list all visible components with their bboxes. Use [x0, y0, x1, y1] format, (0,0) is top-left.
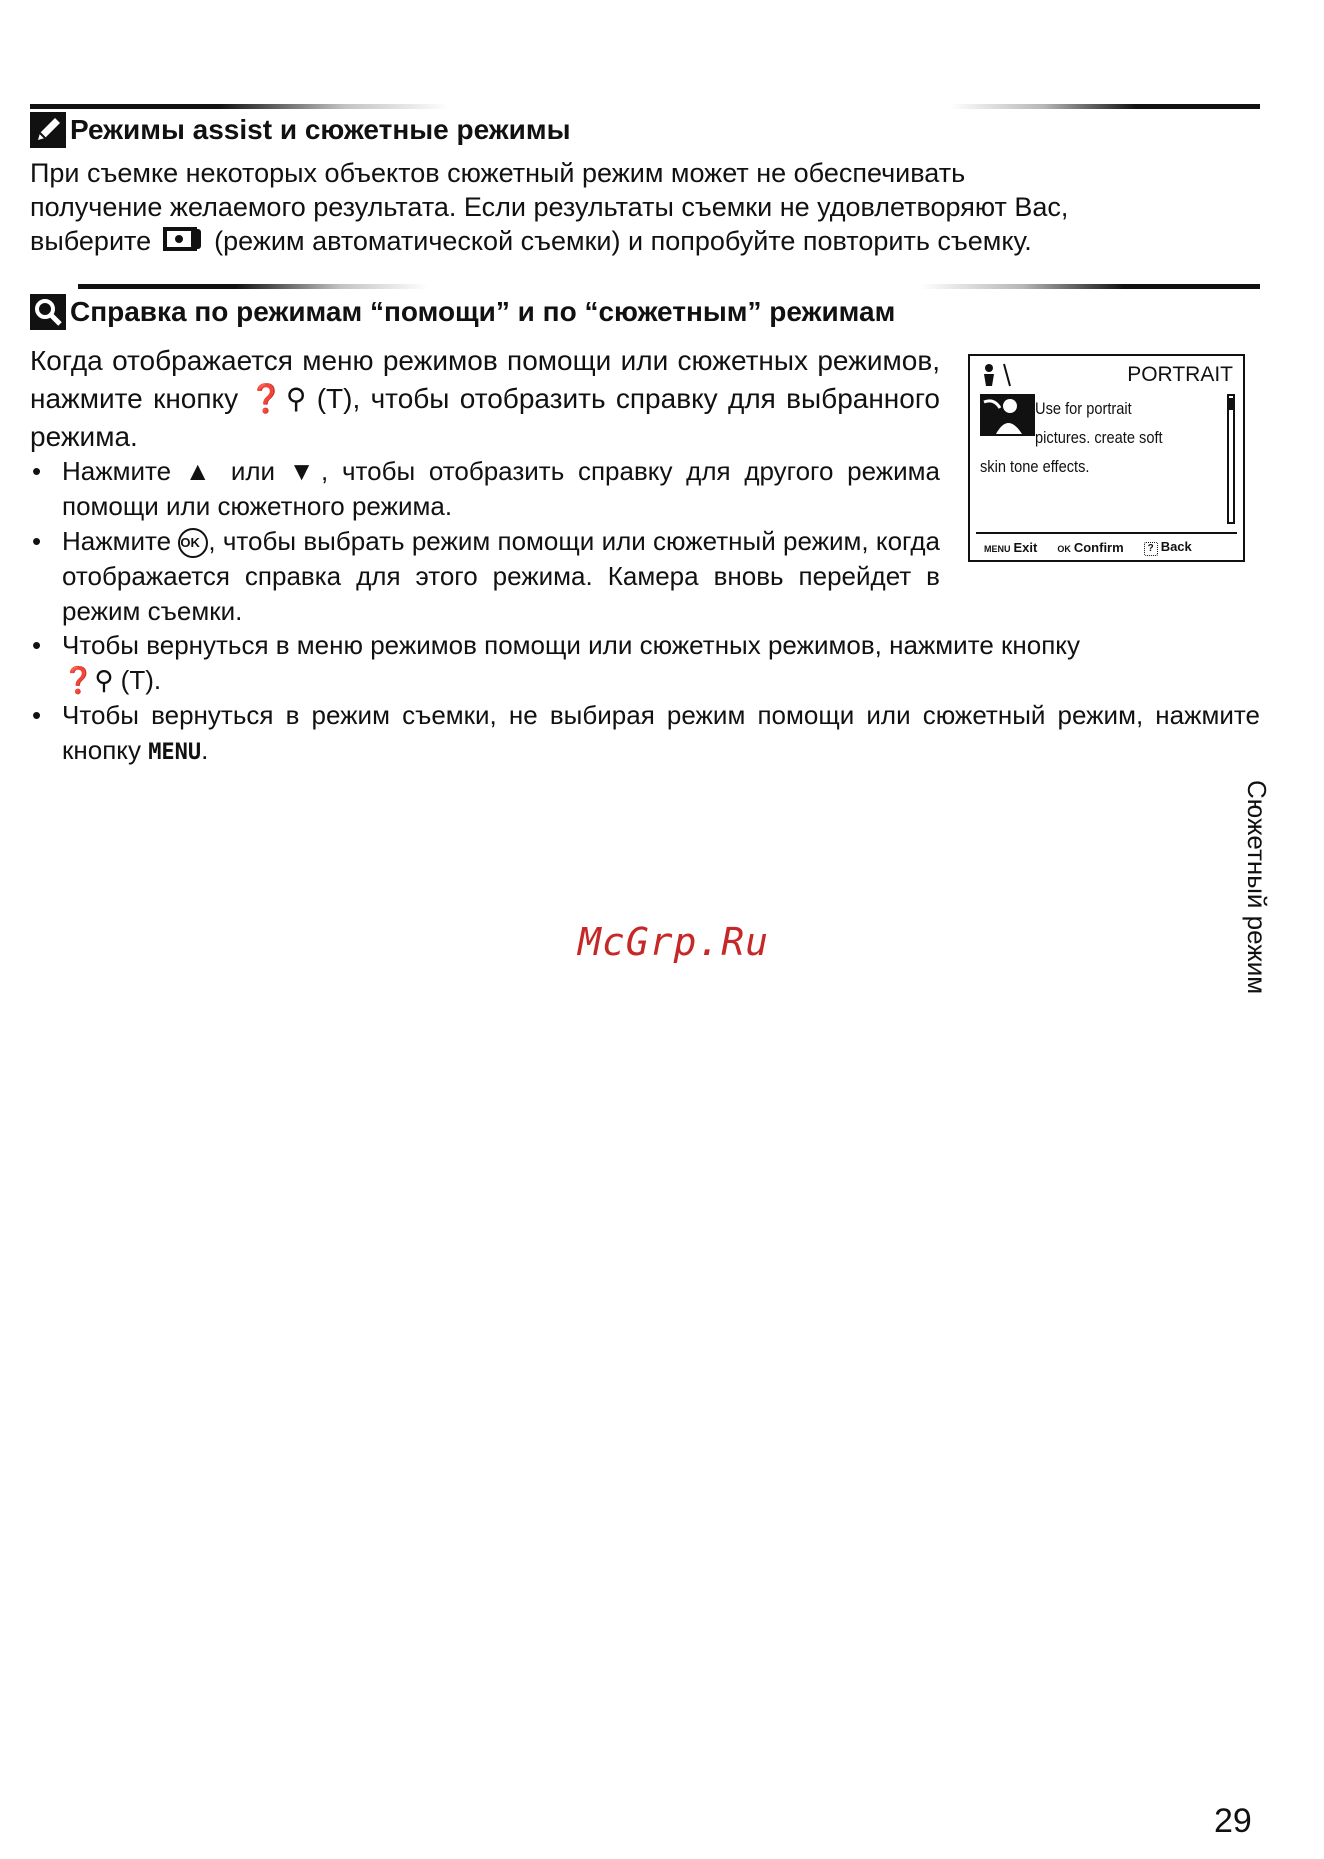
section2-bullet-list — [30, 454, 940, 629]
watermark: McGrp.Ru — [578, 920, 770, 964]
screen-footer — [984, 536, 1237, 558]
bullet-dot: • — [32, 630, 42, 660]
screen-scroll-thumb — [1229, 398, 1233, 410]
footer-exit: MENU Exit — [984, 539, 1038, 555]
page-number: 29 — [1214, 1802, 1252, 1840]
portrait-mode-icon — [980, 362, 1016, 393]
help-zoom-glyph: ❓⚲ — [248, 383, 307, 414]
section2-heading — [30, 294, 895, 330]
section2-title: Справка по режимам “помощи” и по “сюжетным” режимам — [70, 296, 896, 327]
down-arrow-icon: ▼ — [288, 456, 321, 486]
list-item: • Нажмите OK , чтобы выбрать режим помощи или сюжетный режим, когда отображается справка для этого режима. Камера вновь перейдет в режим съемки. — [32, 526, 940, 626]
up-arrow-icon: ▲ — [184, 456, 218, 486]
list-item: • Нажмите ▲ или ▼, чтобы отобразить справку для другого режима помощи или сюжетного режима. — [32, 456, 941, 521]
section2-bullet-list-wide — [30, 628, 1260, 770]
screen-title: PORTRAIT — [1127, 363, 1233, 386]
menu-key-label: MENU — [148, 740, 202, 765]
bullet-dot: • — [32, 700, 42, 730]
list-item: • Чтобы вернуться в режим съемки, не выбирая режим помощи или сюжетный режим, нажмите кнопку MENU. — [32, 700, 1260, 765]
section1-body — [30, 156, 1260, 260]
section1-top-rule — [30, 104, 450, 109]
auto-mode-camera-icon — [163, 226, 203, 260]
help-zoom-glyph: ❓⚲ — [62, 665, 114, 695]
bullet-dot: • — [32, 456, 42, 486]
ok-button-icon: OK — [178, 528, 208, 558]
side-tab-label: Сюжетный режим — [1242, 780, 1272, 995]
section2-intro: Когда отображается меню режимов помощи или сюжетных режимов, нажмите кнопку ❓⚲ (T), чтобы отобразить справку для выбранного режима. — [30, 345, 941, 452]
section2-top-rule-right — [920, 284, 1260, 289]
help-zoom-icon — [30, 294, 66, 330]
section1-line3: выберите (режим автоматической съемки) и попробуйте повторить съемку. — [30, 224, 1260, 260]
section1-heading — [30, 112, 571, 148]
list-item: • Чтобы вернуться в меню режимов помощи или сюжетных режимов, нажмите кнопку ❓⚲ (T). — [32, 630, 1080, 695]
section2-top-rule — [78, 284, 428, 289]
screen-scrollbar — [1227, 394, 1235, 524]
camera-help-screen — [968, 354, 1245, 562]
section1-line1: При съемке некоторых объектов сюжетный режим может не обеспечивать — [30, 158, 966, 188]
section1-top-rule-right — [950, 104, 1260, 109]
footer-confirm: OK Confirm — [1057, 539, 1124, 555]
bullet-dot: • — [32, 526, 42, 556]
screen-description: Use for portrait pictures. create soft skin tone effects. — [980, 399, 1163, 476]
footer-back: ? Back — [1144, 539, 1192, 556]
pencil-note-icon — [30, 112, 66, 148]
section1-title: Режимы assist и сюжетные режимы — [70, 114, 571, 145]
section1-line2: получение желаемого результата. Если результаты съемки не удовлетворяют Вас, — [30, 192, 1069, 222]
screen-footer-divider — [976, 532, 1237, 534]
